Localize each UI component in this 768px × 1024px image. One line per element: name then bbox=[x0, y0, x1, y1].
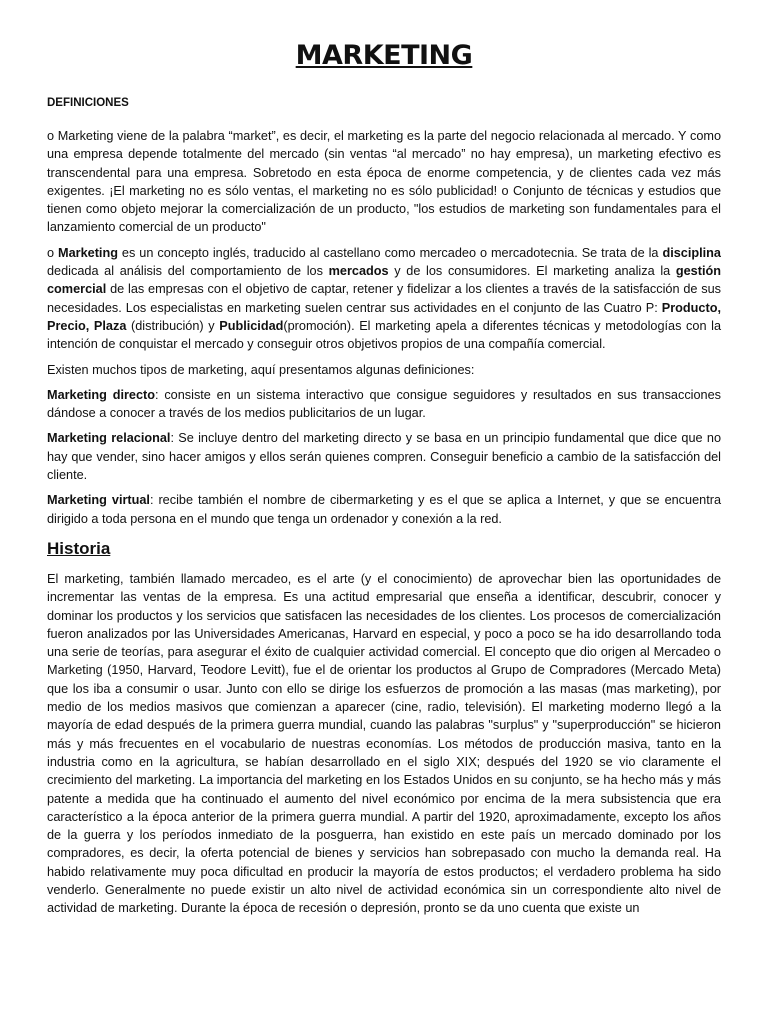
text-span: dedicada al análisis del comportamiento de los bbox=[47, 264, 329, 279]
document-title: MARKETING bbox=[295, 40, 473, 71]
text-span: de las empresas con el objetivo de captar, retener y fidelizar a los clientes a través de la satisfacción de sus necesidades. Los especialistas en marketing suelen centrar sus actividades en el conjunto de las Cuatro P: bbox=[47, 282, 721, 315]
bold-term-marketing: Marketing bbox=[58, 245, 118, 260]
bold-term-gestion-comercial: gestión comercial bbox=[47, 264, 721, 297]
paragraph-history: El marketing, también llamado mercadeo, es el arte (y el conocimiento) de aprovechar bien las oportunidades de incrementar las ventas de la empresa. Es una actitud empresarial que enseña a identificar, descubrir, conocer y dominar los productos y los servicios que satisfacen las necesidades de los clientes. Los procesos de comercialización fueron analizados por las Universidades Americanas, Harvard en especial, y poco a poco se ha ido desarrollando toda una serie de teorías, para asegurar el éxito de cualquier actividad comercial. El concepto que dio origen al Mercadeo o Marketing (1950, Harvard, Teodore Levitt), fue el de orientar los productos al Grupo de Compradores (Mercado Meta) que los iba a consumir o usar. Junto con ello se dirige los esfuerzos de promoción a las masas (mas marketing), por medio de los medios masivos que comienzan a aparecer (cine, radio, televisión). El marketing moderno llegó a la mayoría de edad después de la primera guerra mundial, cuando las palabras "surplus" y "superproducción" se hicieron más y más frecuentes en el vocabulario de nuestras economías. Los métodos de producción masiva, tanto en la industria como en la agricultura, se habían desarrollado en el siglo XIX; después del 1920 se vio claramente el crecimiento del marketing. La importancia del marketing en los Estados Unidos en su conjunto, se ha hecho más y más patente a medida que ha continuado el aumento del nivel económico por encima de la mera subsistencia que era característico a la época anterior de la primera guerra mundial. A partir del 1920, aproximadamente, excepto los años de la guerra y los períodos inmediato de la posguerra, han existido en este país un mercado dominado por los compradores, es decir, la oferta potencial de bienes y servicios han sobrepasado con mucho la demanda real. Ha habido relativamente muy poca dificultad en producir la mayoría de estos productos; el verdadero problema ha sido venderlo. Generalmente no puede existir un alto nivel de actividad económica sin un correspondiente alto nivel de actividad de marketing. Durante la época de recesión o depresión, pronto se da uno cuenta que existe un bbox=[47, 571, 721, 916]
text-span: y de los consumidores. El marketing analiza la bbox=[388, 264, 676, 279]
section-heading-definiciones: DEFINICIONES bbox=[47, 97, 129, 109]
paragraph-marketing-relacional bbox=[47, 429, 721, 484]
history-heading: Historia bbox=[47, 538, 111, 558]
paragraph-marketing-directo bbox=[47, 386, 721, 423]
bold-term-disciplina: disciplina bbox=[662, 245, 721, 260]
text-span: es un concepto inglés, traducido al castellano como mercadeo o mercadotecnia. Se trata de la bbox=[117, 245, 663, 260]
definition-text: : Se incluye dentro del marketing directo y se basa en un principio fundamental que dice que no hay que vender, sino hacer amigos y ellos serán quienes compren. Conseguir beneficio a cambio de la satisfacción del cliente. bbox=[47, 431, 721, 483]
document-body bbox=[47, 127, 721, 925]
term-marketing-relacional: Marketing relacional bbox=[47, 431, 171, 446]
paragraph-definition-2 bbox=[47, 244, 721, 354]
term-marketing-virtual: Marketing virtual bbox=[47, 493, 150, 508]
paragraph-intro-types: Existen muchos tipos de marketing, aquí presentamos algunas definiciones: bbox=[47, 362, 475, 377]
paragraph-definition-1: o Marketing viene de la palabra “market”, es decir, el marketing es la parte del negocio relacionada al mercado. Y como una empresa depende totalmente del mercado (sin ventas “al mercado” no hay empresa), un marketing efectivo es transcendental para una empresa. Sobretodo en esta época de enorme competencia, y de clientes cada vez más exigentes. ¡El marketing no es sólo ventas, el marketing no es sólo publicidad! o Conjunto de técnicas y estudios que tienen como objeto mejorar la comercialización de un producto, "los estudios de marketing son fundamentales para el lanzamiento comercial de un producto" bbox=[47, 129, 721, 235]
bold-term-producto-precio-plaza: Producto, Precio, Plaza bbox=[47, 300, 721, 333]
bold-term-mercados: mercados bbox=[328, 264, 389, 279]
text-span: (promoción). El marketing apela a diferentes técnicas y metodologías con la intención de conquistar el mercado y conseguir otros objetivos propios de una compañía comercial. bbox=[47, 318, 722, 352]
bold-term-publicidad: Publicidad bbox=[219, 318, 284, 333]
text-span: (distribución) y bbox=[126, 318, 220, 333]
paragraph-marketing-virtual bbox=[47, 491, 721, 528]
definition-text: : consiste en un sistema interactivo que consigue seguidores y resultados en sus transacciones dándose a conocer a través de los medios publicitarios de un lugar. bbox=[47, 387, 722, 421]
definition-text: : recibe también el nombre de cibermarketing y es el que se aplica a Internet, y que se encuentra dirigido a toda persona en el mundo que tenga un ordenador y conexión a la red. bbox=[47, 493, 721, 526]
text-span: o bbox=[47, 245, 59, 260]
term-marketing-directo: Marketing directo bbox=[47, 387, 156, 402]
